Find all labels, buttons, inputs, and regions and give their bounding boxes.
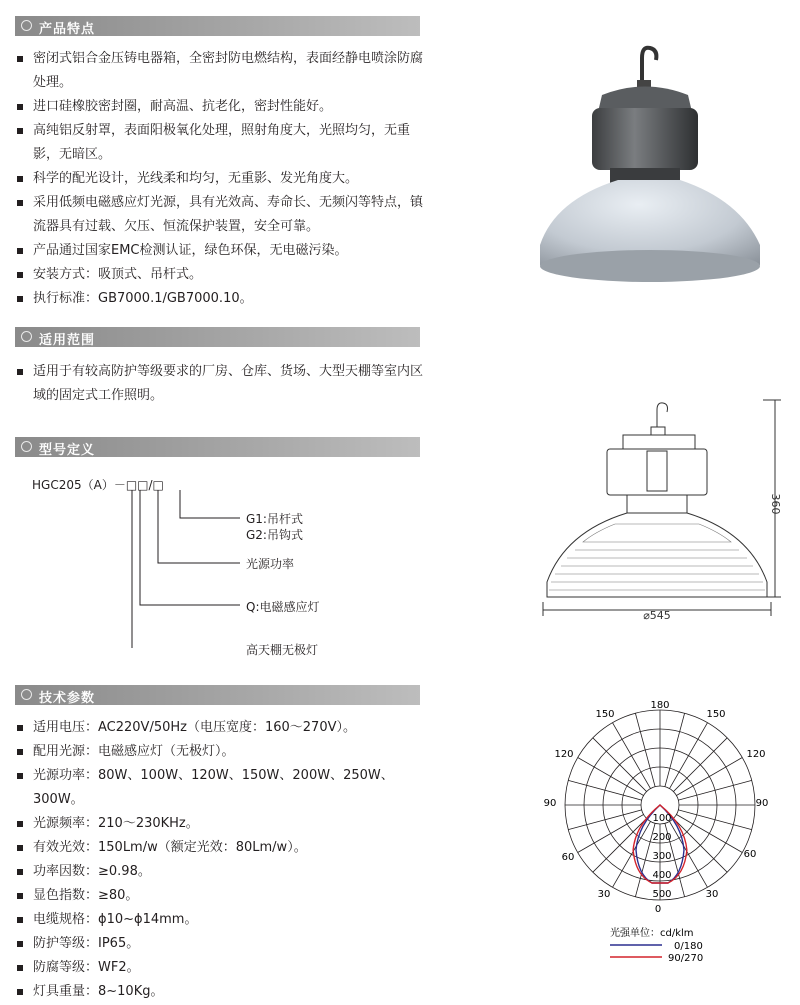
list-item: 适用于有较高防护等级要求的厂房、仓库、货场、大型天棚等室内区域的固定式工作照明。 xyxy=(15,360,435,408)
specs-list xyxy=(15,716,435,1004)
polar-spoke xyxy=(578,758,644,796)
section-header-features xyxy=(15,16,420,36)
angle-label: 150 xyxy=(595,709,615,720)
circle-bullet-icon xyxy=(21,20,32,31)
polar-spoke xyxy=(593,738,647,792)
list-item: 采用低频电磁感应灯光源，具有光效高、寿命长、无频闪等特点，镇流器具有过载、欠压、恒流保护装置，安全可靠。 xyxy=(15,191,435,239)
application-list xyxy=(15,360,435,408)
radial-label: 400 xyxy=(652,870,672,881)
angle-label: 90 xyxy=(755,798,769,809)
list-item: 配用光源：电磁感应灯（无极灯）。 xyxy=(15,740,435,764)
product-photo xyxy=(530,40,770,305)
model-q: Q:电磁感应灯 xyxy=(246,600,320,614)
list-item: 防护等级：IP65。 xyxy=(15,932,435,956)
polar-spoke xyxy=(635,713,655,786)
section-title: 型号定义 xyxy=(39,443,96,458)
angle-label: 60 xyxy=(743,849,757,860)
section-title: 技术参数 xyxy=(39,691,96,706)
angle-label: 90 xyxy=(543,798,557,809)
list-item: 适用电压：AC220V/50Hz（电压宽度：160～270V）。 xyxy=(15,716,435,740)
model-power: 光源功率 xyxy=(246,557,295,571)
list-item: 功率因数：≥0.98。 xyxy=(15,860,435,884)
radial-label: 200 xyxy=(652,832,672,843)
polar-spoke xyxy=(678,780,751,800)
diameter-label: ⌀545 xyxy=(643,609,671,622)
list-item: 有效光效：150Lm/w（额定光效：80Lm/w）。 xyxy=(15,836,435,860)
list-item: 灯具重量：8~10Kg。 xyxy=(15,980,435,1004)
polar-spoke xyxy=(673,738,727,792)
angle-label: 120 xyxy=(746,749,766,760)
model-g1: G1:吊杆式 xyxy=(246,512,303,526)
list-item: 执行标准：GB7000.1/GB7000.10。 xyxy=(15,287,435,311)
list-item: 电缆规格：ϕ10~ϕ14mm。 xyxy=(15,908,435,932)
radial-label: 500 xyxy=(652,889,672,900)
polar-spoke xyxy=(568,810,641,830)
list-item: 科学的配光设计，光线柔和均匀，无重影、发光角度大。 xyxy=(15,167,435,191)
list-item: 防腐等级：WF2。 xyxy=(15,956,435,980)
model-code: HGC205（A）－□□/□ xyxy=(32,478,164,492)
section-header-specs xyxy=(15,685,420,705)
list-item: 光源功率：80W、100W、120W、150W、200W、250W、300W。 xyxy=(15,764,435,812)
polar-spoke xyxy=(670,723,708,789)
list-item: 密闭式铝合金压铸电器箱，全密封防电燃结构，表面经静电喷涂防腐处理。 xyxy=(15,47,435,95)
polar-spoke xyxy=(665,713,685,786)
polar-diagram xyxy=(540,695,780,965)
angle-label: 180 xyxy=(650,700,670,711)
angle-label: 30 xyxy=(705,889,719,900)
legend-label: 90/270 xyxy=(668,953,704,964)
section-header-application xyxy=(15,327,420,347)
legend-label: 0/180 xyxy=(674,941,703,952)
height-label: 360 xyxy=(769,493,782,515)
dimension-drawing xyxy=(535,392,785,622)
angle-label: 0 xyxy=(654,904,662,915)
section-header-model xyxy=(15,437,420,457)
polar-spoke xyxy=(613,723,651,789)
list-item: 显色指数：≥80。 xyxy=(15,884,435,908)
section-title: 适用范围 xyxy=(39,333,96,348)
circle-bullet-icon xyxy=(21,689,32,700)
radial-label: 300 xyxy=(652,851,672,862)
model-name: 高天棚无极灯 xyxy=(246,643,319,657)
angle-label: 60 xyxy=(561,852,575,863)
unit-label: 光强单位：cd/klm xyxy=(610,928,694,939)
circle-bullet-icon xyxy=(21,441,32,452)
list-item: 光源频率：210～230KHz。 xyxy=(15,812,435,836)
polar-spoke xyxy=(568,780,641,800)
list-item: 进口硅橡胶密封圈，耐高温、抗老化，密封性能好。 xyxy=(15,95,435,119)
polar-spoke xyxy=(678,810,751,830)
circle-bullet-icon xyxy=(21,331,32,342)
angle-label: 150 xyxy=(706,709,726,720)
model-g2: G2:吊钩式 xyxy=(246,528,303,542)
features-list xyxy=(15,47,435,311)
list-item: 安装方式：吸顶式、吊杆式。 xyxy=(15,263,435,287)
angle-label: 120 xyxy=(554,749,574,760)
list-item: 产品通过国家EMC检测认证，绿色环保，无电磁污染。 xyxy=(15,239,435,263)
list-item: 高纯铝反射罩，表面阳极氧化处理，照射角度大，光照均匀，无重影，无暗区。 xyxy=(15,119,435,167)
radial-label: 100 xyxy=(652,813,672,824)
model-diagram-lines xyxy=(130,488,240,648)
section-title: 产品特点 xyxy=(39,22,96,37)
polar-spoke xyxy=(676,758,742,796)
angle-label: 30 xyxy=(597,889,611,900)
